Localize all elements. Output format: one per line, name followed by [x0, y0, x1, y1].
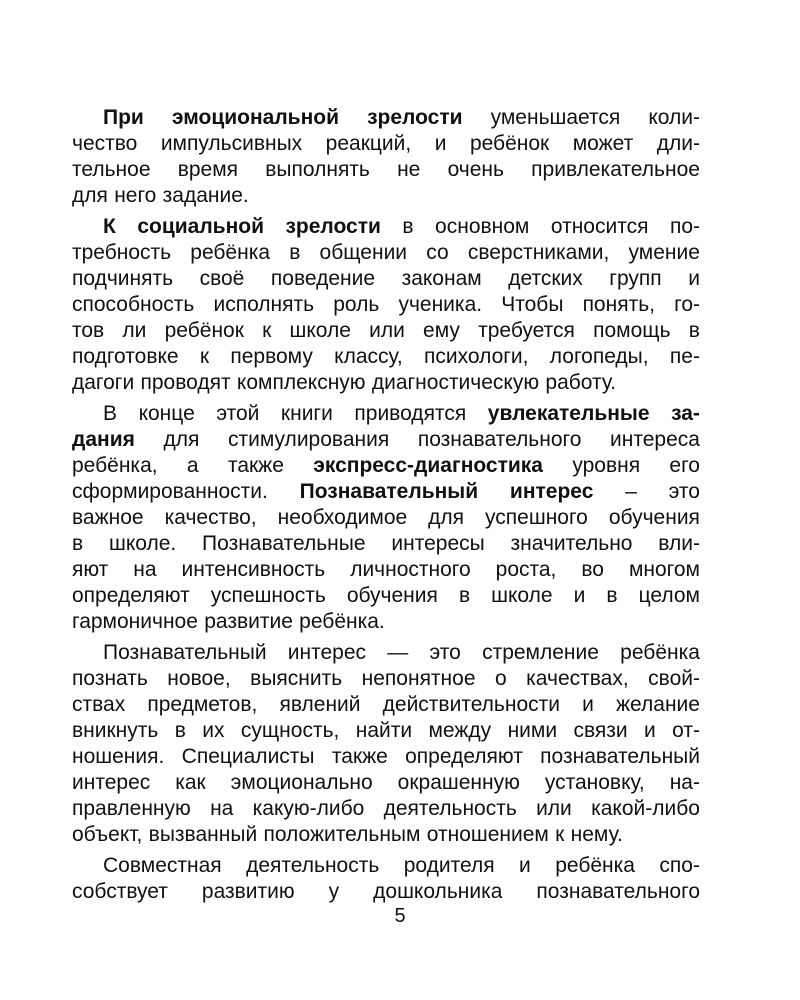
text-line [72, 609, 700, 635]
text-line [72, 427, 700, 453]
word: необходимое [277, 506, 408, 529]
word: эмоционально [230, 771, 373, 794]
text-line [72, 557, 700, 583]
word: диагностическую [371, 371, 540, 394]
word: гармоничное [72, 610, 198, 633]
word: на [133, 558, 157, 581]
word: умение [628, 241, 700, 264]
text-line [72, 240, 700, 266]
word: для [163, 428, 200, 451]
word: уровня [572, 454, 641, 477]
word: в [606, 584, 618, 607]
body-text [72, 105, 700, 905]
text-line [72, 640, 700, 666]
word: во [581, 558, 604, 581]
word: этой [216, 402, 260, 425]
word: познавательного [417, 428, 582, 451]
bold-term: К [103, 215, 116, 238]
word: тов [72, 319, 105, 342]
text-line [72, 531, 700, 557]
word: в [458, 584, 471, 607]
word: познавательного [536, 880, 700, 903]
word: интенсивность [181, 558, 326, 581]
word: относится [550, 215, 649, 238]
word: отношением [426, 823, 549, 846]
word: ли [122, 319, 147, 342]
word: Чтобы [501, 293, 564, 316]
word: в [688, 319, 700, 342]
word: проводят [140, 371, 231, 394]
word: и [582, 693, 594, 716]
word: важное [72, 506, 144, 529]
bold-term: социальной [137, 215, 264, 238]
word: и [519, 854, 531, 877]
text-line [72, 344, 700, 370]
word: деятельность [383, 797, 517, 820]
text-line [72, 879, 700, 905]
word: его [669, 454, 700, 477]
word: школе. [108, 532, 177, 555]
word: собствует [72, 880, 168, 903]
word: классу, [334, 345, 403, 368]
text-line [72, 157, 700, 183]
word: коли- [648, 106, 700, 129]
text-line [72, 666, 700, 692]
word: подчинять [72, 267, 174, 290]
word: работу. [545, 371, 617, 394]
text-line [72, 183, 700, 209]
bold-term: за- [671, 402, 700, 425]
word: личностного [350, 558, 471, 581]
word: правленную [72, 797, 191, 820]
word: качествах, [526, 667, 629, 690]
text-line [72, 744, 700, 770]
word: время [177, 158, 239, 181]
word: также [227, 454, 284, 477]
bold-term: эмоциональной [171, 106, 340, 129]
word: Совместная [103, 854, 222, 877]
word: со [426, 241, 449, 264]
text-line [72, 214, 700, 240]
word: не [397, 158, 421, 181]
word: импульсивных [160, 132, 303, 155]
word: требуется [478, 319, 575, 342]
word: новое, [167, 667, 231, 690]
text-line [72, 692, 700, 718]
word: уменьшается [490, 106, 621, 129]
word: определяют [405, 745, 523, 768]
bold-term: увлекательные [487, 402, 650, 425]
paragraph [72, 853, 700, 905]
word: своё [199, 267, 245, 290]
word: способность [72, 293, 195, 316]
word: непонятное [361, 667, 476, 690]
word: в [72, 532, 84, 555]
word: к [262, 319, 272, 342]
word: может [572, 132, 634, 155]
word: выяснить [250, 667, 343, 690]
word: ребёнка [555, 854, 635, 877]
word: детских [508, 267, 583, 290]
paragraph [72, 105, 700, 209]
word: на- [669, 771, 700, 794]
bold-term: дания [72, 428, 135, 451]
word: психологи, [424, 345, 529, 368]
word: а [186, 454, 199, 477]
word: ребёнка. [299, 610, 385, 633]
word: ними [507, 719, 558, 742]
word: успешность [210, 584, 326, 607]
word: установку, [544, 771, 645, 794]
word: обучения [346, 584, 438, 607]
word: – [625, 480, 637, 503]
text-line [72, 266, 700, 292]
word: вызванный [148, 823, 258, 846]
word: Познавательные [202, 532, 366, 555]
word: го- [674, 293, 700, 316]
word: родителя [403, 854, 495, 877]
word: ношения. [72, 745, 165, 768]
word: групп [609, 267, 662, 290]
word: определяют [72, 584, 190, 607]
word: требность [72, 241, 172, 264]
word: законам [401, 267, 482, 290]
word: пе- [669, 345, 700, 368]
word: яют [72, 558, 109, 581]
word: окрашенную [397, 771, 520, 794]
word: в [289, 241, 301, 264]
word: книги [280, 402, 333, 425]
word: объект, [72, 823, 143, 846]
word: сверстниками, [467, 241, 610, 264]
word: желание [615, 693, 700, 716]
word: школе [491, 584, 553, 607]
word: познать [72, 667, 148, 690]
word: также [331, 745, 388, 768]
word: обучения [608, 506, 700, 529]
word: приводятся [354, 402, 467, 425]
word: целом [638, 584, 700, 607]
word: и [573, 584, 586, 607]
word: стимулирования [228, 428, 390, 451]
word: задание. [162, 184, 249, 207]
word: — [387, 641, 409, 664]
word: поведение [270, 267, 376, 290]
word: комплексную [236, 371, 366, 394]
word: и [688, 267, 700, 290]
word: Специалисты [181, 745, 315, 768]
word: свой- [648, 667, 700, 690]
word: успешного [485, 506, 588, 529]
word: найти [355, 719, 413, 742]
word: положительным [263, 823, 421, 846]
word: понять, [582, 293, 655, 316]
word: действительности [382, 693, 560, 716]
bold-term: интерес [509, 480, 594, 503]
word: дагоги [72, 371, 135, 394]
word: значительно [510, 532, 633, 555]
bold-term: экспресс-диагностика [313, 454, 543, 477]
text-line [72, 401, 700, 427]
text-line [72, 853, 700, 879]
text-line [72, 770, 700, 796]
word: сущность, [240, 719, 340, 742]
word: ребёнка [620, 641, 700, 664]
text-line [72, 505, 700, 531]
word: ребёнка [190, 241, 271, 264]
word: о [494, 667, 507, 690]
word: и [434, 132, 447, 155]
word: выполнять [265, 158, 370, 181]
word: логопеды, [549, 345, 649, 368]
word: В [103, 402, 118, 425]
word: ребёнка, [72, 454, 158, 477]
text-line [72, 718, 700, 744]
word: это [429, 641, 461, 664]
word: ребёнок [469, 132, 550, 155]
word: общении [319, 241, 408, 264]
text-line [72, 822, 700, 848]
word: какую-либо [252, 797, 365, 820]
word: предметов, [147, 693, 258, 716]
word: качество, [164, 506, 257, 529]
word: дошкольника [373, 880, 503, 903]
word: вникнуть [72, 719, 159, 742]
word: вли- [658, 532, 700, 555]
word: познавательный [540, 745, 700, 768]
bold-term: При [103, 106, 144, 129]
word: стремление [482, 641, 599, 664]
word: это [668, 480, 700, 503]
word: по- [669, 215, 700, 238]
word: или [369, 319, 405, 342]
word: первому [230, 345, 313, 368]
page-number: 5 [394, 905, 406, 927]
word: подготовке [72, 345, 179, 368]
word: развитие [204, 610, 293, 633]
word: для [428, 506, 465, 529]
word: Познавательный [103, 641, 267, 664]
text-line [72, 796, 700, 822]
text-line [72, 105, 700, 131]
word: к [199, 345, 210, 368]
paragraph [72, 640, 700, 848]
word: ребёнок [164, 319, 244, 342]
word: нему. [570, 823, 623, 846]
paragraph [72, 401, 700, 635]
word: ему [423, 319, 460, 342]
word: сформированности. [72, 480, 268, 503]
text-line [72, 131, 700, 157]
word: интересы [391, 532, 485, 555]
word: и [644, 719, 656, 742]
word: у [328, 880, 340, 903]
word: дли- [656, 132, 700, 155]
word: роль [333, 293, 380, 316]
word: основном [435, 215, 530, 238]
word: него [114, 184, 157, 207]
paragraph [72, 214, 700, 396]
word: какой-либо [591, 797, 700, 820]
text-line [72, 370, 700, 396]
word: чество [72, 132, 138, 155]
word: школе [289, 319, 351, 342]
word: для [72, 184, 108, 207]
text-line [72, 583, 700, 609]
word: роста, [495, 558, 557, 581]
bold-term: зрелости [367, 106, 463, 129]
word: или [536, 797, 572, 820]
word: многом [628, 558, 700, 581]
word: привлекательное [531, 158, 700, 181]
word: явлений [279, 693, 361, 716]
word: интерес [72, 771, 151, 794]
word: связи [573, 719, 628, 742]
word: ученика. [398, 293, 483, 316]
word: исполнять [213, 293, 315, 316]
word: конце [138, 402, 195, 425]
word: на [210, 797, 234, 820]
bold-term: Познавательный [299, 480, 479, 503]
text-line [72, 292, 700, 318]
word: помощь [593, 319, 671, 342]
word: тельное [72, 158, 151, 181]
word: между [428, 719, 492, 742]
word: интерес [287, 641, 367, 664]
bold-term: зрелости [285, 215, 381, 238]
word: в [402, 215, 414, 238]
word: развитию [201, 880, 295, 903]
word: реакций, [325, 132, 412, 155]
word: в [174, 719, 186, 742]
word: как [175, 771, 206, 794]
word: очень [447, 158, 504, 181]
word: ствах [72, 693, 126, 716]
text-line [72, 479, 700, 505]
text-line [72, 318, 700, 344]
word: их [202, 719, 225, 742]
word: от- [672, 719, 700, 742]
word: к [555, 823, 565, 846]
word: деятельность [246, 854, 380, 877]
text-line [72, 453, 700, 479]
word: спо- [659, 854, 700, 877]
word: интереса [610, 428, 700, 451]
